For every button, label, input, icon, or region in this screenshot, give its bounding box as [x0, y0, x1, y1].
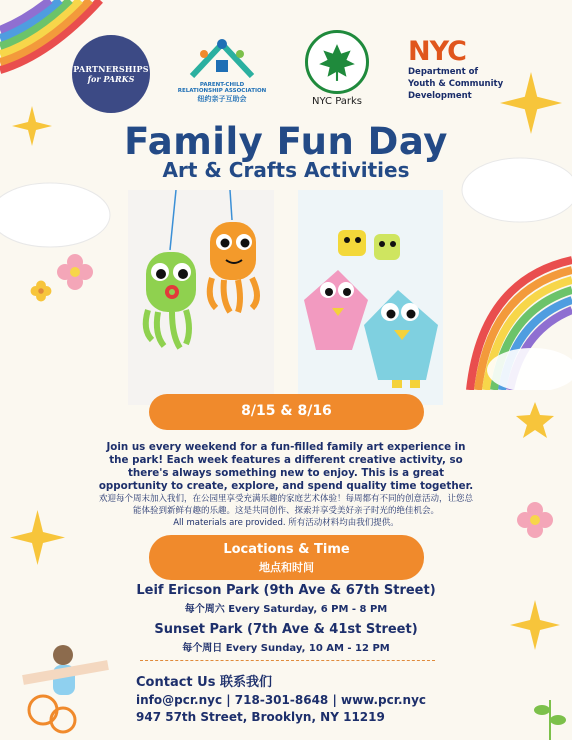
nyc-wordmark: NYC: [408, 36, 467, 67]
rainbow-right-illustration: [462, 250, 572, 390]
leaf-decoration-icon: [530, 690, 572, 740]
child-painting-illustration: [8, 640, 113, 735]
materials-note: All materials are provided. 所有活动材料均由我们提供。: [173, 518, 399, 528]
contact-section: [136, 671, 426, 724]
parent-child-relationship-association-logo: [174, 38, 270, 104]
description-english: Join us every weekend for a fun-filled family art experience in the park! Each week features a different creative activity, so there's always something new to enjoy. This is a great opportunity to create, explore, and spend quality time together.: [98, 441, 474, 492]
locations-heading-chinese: 地点和时间: [259, 561, 314, 574]
contact-address: 947 57th Street, Brooklyn, NY 11219: [136, 710, 385, 724]
event-description: [98, 441, 474, 530]
family-icon: [182, 38, 262, 78]
dycd-line3: Development: [408, 91, 472, 101]
nyc-parks-label: NYC Parks: [311, 96, 363, 107]
leaf-icon: [316, 41, 358, 83]
venue-name: Leif Ericson Park (9th Ave & 67th Street): [136, 583, 436, 598]
page-subtitle: Art & Crafts Activities: [162, 158, 410, 182]
locations-heading: Locations & Time: [223, 542, 350, 557]
venue-time: 每个周日 Every Sunday, 10 AM - 12 PM: [182, 643, 390, 654]
star-mid-right-icon: [515, 400, 555, 440]
dycd-logo: [408, 38, 508, 101]
partnerships-for-parks-logo: [72, 35, 150, 113]
logo-pcra-line1: PARENT-CHILD: [199, 82, 245, 88]
venue-leif-ericson: [0, 583, 572, 615]
flower-small-left-icon: [30, 280, 52, 302]
event-dates-badge: 8/15 & 8/16: [149, 394, 424, 430]
contact-details[interactable]: info@pcr.nyc | 718-301-8648 | www.pcr.nyc: [136, 693, 426, 707]
logo-pcra-chinese: 纽约亲子互助会: [197, 95, 247, 103]
dycd-line1: Department of: [408, 67, 479, 77]
star-bottom-left-icon: [10, 510, 65, 565]
bird-craft-photo: [298, 190, 443, 405]
logo-pfp-line2: for PARKS: [87, 74, 135, 84]
venue-sunset-park: [0, 622, 572, 654]
venue-name: Sunset Park (7th Ave & 41st Street): [154, 622, 418, 637]
logo-pfp-line1: PARTNERSHIPS: [73, 64, 149, 74]
contact-heading: Contact Us 联系我们: [136, 675, 272, 690]
logo-pcra-line2: RELATIONSHIP ASSOCIATION: [177, 88, 267, 94]
dycd-line2: Youth & Community: [408, 79, 504, 89]
cloud-left-illustration: [0, 170, 120, 250]
venue-time: 每个周六 Every Saturday, 6 PM - 8 PM: [184, 604, 388, 615]
octopus-craft-photo: [128, 190, 274, 405]
locations-time-badge: [149, 535, 424, 580]
page-title: Family Fun Day: [124, 120, 448, 163]
flower-right-icon: [515, 500, 555, 540]
flower-left-icon: [55, 252, 95, 292]
nyc-parks-logo: [301, 30, 373, 107]
description-chinese: 欢迎每个周末加入我们，在公园里享受充满乐趣的家庭艺术体验！每周都有不同的创意活动，让您总能体验到新鲜有趣的乐趣。这是共同创作、探索并享受美好亲子时光的绝佳机会。: [98, 494, 473, 516]
section-divider: [140, 660, 435, 661]
